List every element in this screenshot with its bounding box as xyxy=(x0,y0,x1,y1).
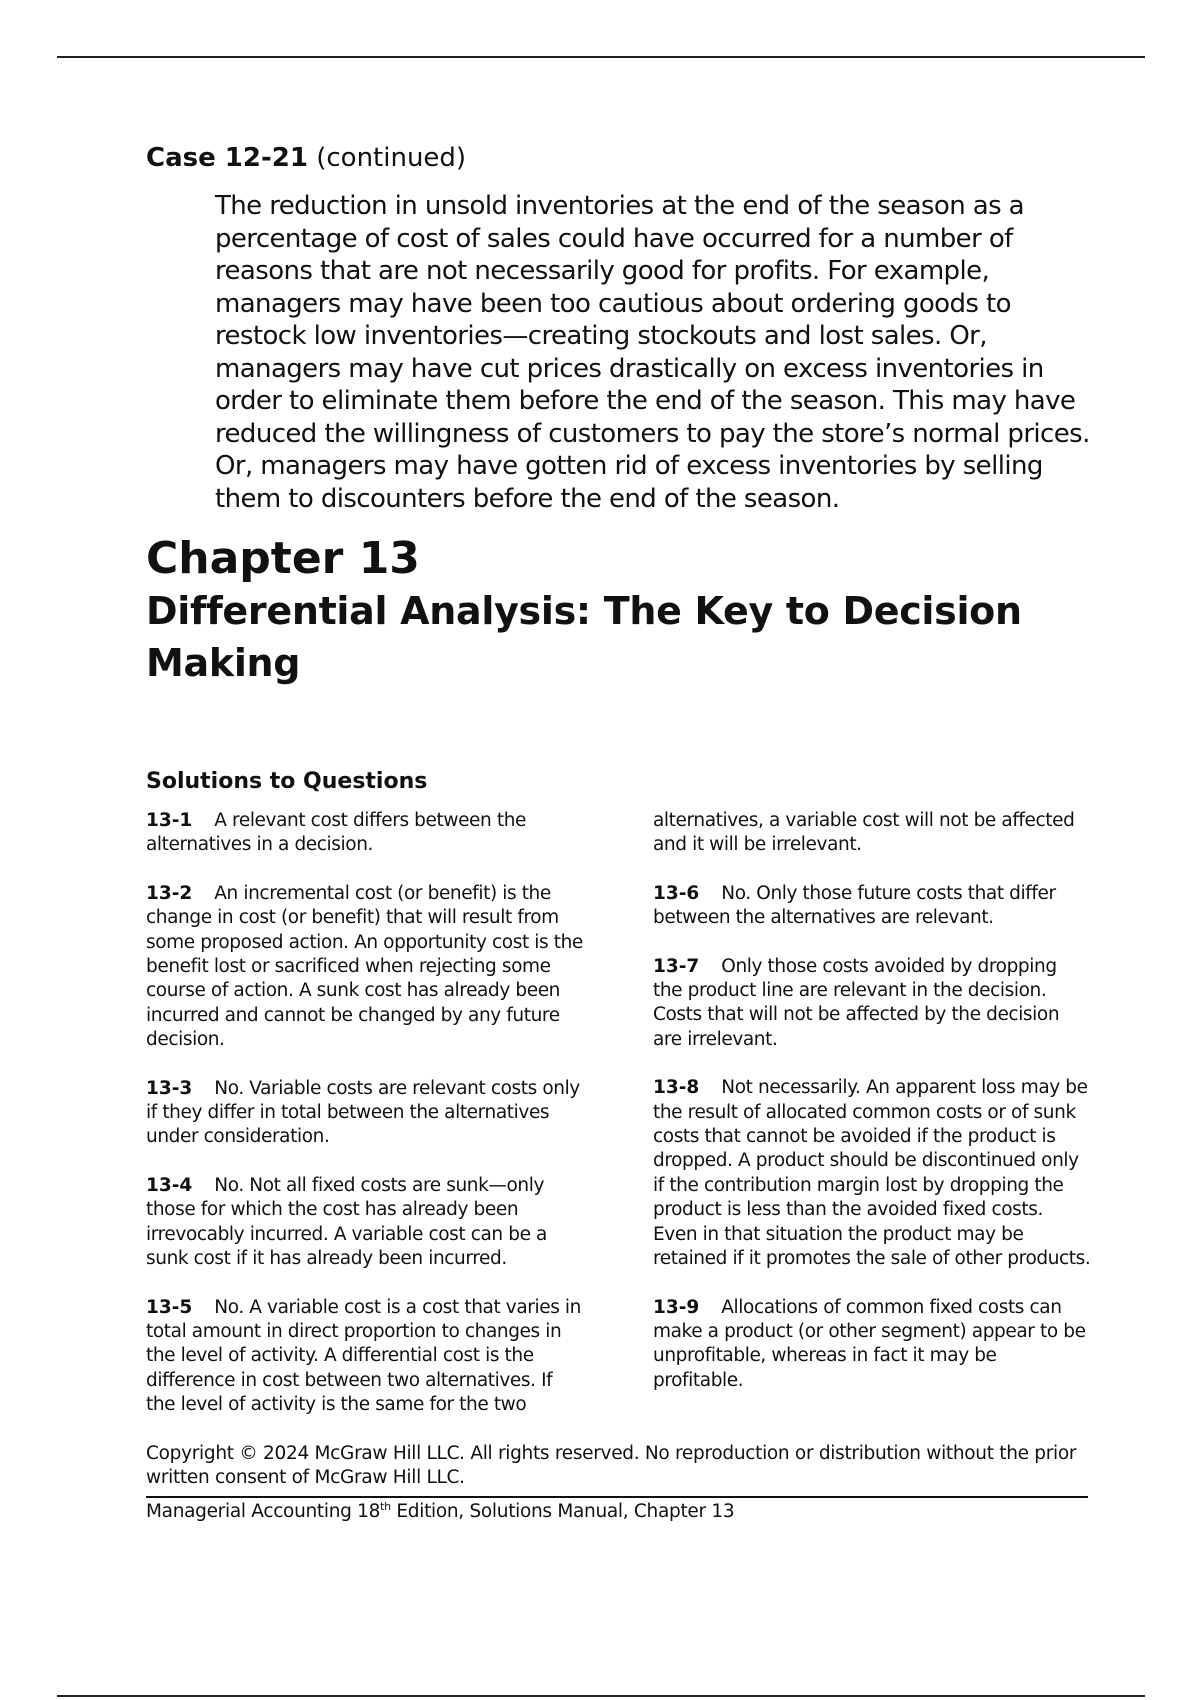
page-content xyxy=(146,140,1091,1442)
answer-text: Only those costs avoided by dropping the product line are relevant in the decision. Costs that will not be affected by the decision are irrelevant. xyxy=(653,955,1060,1050)
top-divider xyxy=(57,56,1145,58)
answer-text: No. Variable costs are relevant costs only if they differ in total between the alternatives under consideration. xyxy=(146,1077,580,1148)
answer-number: 13-8 xyxy=(653,1077,700,1099)
footer-book-title xyxy=(146,1500,734,1524)
answer-13-2 xyxy=(146,882,586,1053)
footer-divider xyxy=(146,1496,1088,1498)
footer-book-prefix: Managerial Accounting 18 xyxy=(146,1501,381,1522)
answer-number: 13-1 xyxy=(146,810,193,831)
case-id: Case 12-21 xyxy=(146,143,308,173)
answer-13-4 xyxy=(146,1174,586,1272)
answer-13-7 xyxy=(653,955,1091,1053)
answer-13-9 xyxy=(653,1296,1091,1394)
answer-text: No. A variable cost is a cost that varies in total amount in direct proportion to changes in the level of activity. A differential cost is the difference in cost between two alternatives. If the level of activity is the same for the two xyxy=(146,1296,581,1416)
footer-book-sup: th xyxy=(380,1499,391,1513)
answer-text: No. Not all fixed costs are sunk—only those for which the cost has already been irrevocably incurred. A variable cost can be a sunk cost if it has already been incurred. xyxy=(146,1174,547,1270)
answer-13-6 xyxy=(653,882,1091,931)
answer-number: 13-6 xyxy=(653,882,700,904)
copyright-notice: Copyright © 2024 McGraw Hill LLC. All rights reserved. No reproduction or distribution without the prior written consent of McGraw Hill LLC. xyxy=(146,1443,1077,1488)
section-heading: Solutions to Questions xyxy=(146,769,428,794)
answer-text: Not necessarily. An apparent loss may be the result of allocated common costs or of sunk costs that cannot be avoided if the product is dropped. A product should be discontinued only if the contribution margin lost by dropping the product is less than the avoided fixed costs. Even in that situation the product may be retained if it promotes the sale of other products. xyxy=(653,1077,1091,1270)
answer-number: 13-4 xyxy=(146,1174,193,1196)
answer-text: No. Only those future costs that differ between the alternatives are relevant. xyxy=(653,882,1056,929)
answer-13-5-continued: alternatives, a variable cost will not be affected and it will be irrelevant. xyxy=(653,810,1075,856)
answer-number: 13-5 xyxy=(146,1296,193,1318)
answer-number: 13-2 xyxy=(146,882,193,904)
chapter-title: Chapter 13 xyxy=(146,533,420,584)
answer-13-5 xyxy=(146,1296,586,1418)
right-column xyxy=(653,809,1091,1442)
left-column xyxy=(146,809,586,1442)
answer-13-8 xyxy=(653,1076,1091,1271)
case-suffix: (continued) xyxy=(316,143,467,173)
answer-number: 13-9 xyxy=(653,1296,700,1318)
answer-number: 13-3 xyxy=(146,1077,193,1099)
footer-book-suffix: Edition, Solutions Manual, Chapter 13 xyxy=(390,1501,735,1522)
answer-text: Allocations of common fixed costs can make a product (or other segment) appear to be unprofitable, whereas in fact it may be profitable. xyxy=(653,1296,1086,1391)
answer-text: An incremental cost (or benefit) is the change in cost (or benefit) that will result from some proposed action. An opportunity cost is the benefit lost or sacrificed when rejecting some course of action. A sunk cost has already been incurred and cannot be changed by any future decision. xyxy=(146,882,583,1051)
answer-13-3 xyxy=(146,1077,586,1150)
answers-columns xyxy=(146,809,1091,1442)
chapter-subtitle: Differential Analysis: The Key to Decision Making xyxy=(146,589,1022,685)
answer-13-1 xyxy=(146,809,586,858)
case-heading xyxy=(146,140,1091,176)
bottom-divider xyxy=(57,1695,1145,1697)
answer-text: A relevant cost differs between the alternatives in a decision. xyxy=(146,810,526,856)
answer-number: 13-7 xyxy=(653,955,700,977)
case-paragraph: The reduction in unsold inventories at the end of the season as a percentage of cost of sales could have occurred for a number of reasons that are not necessarily good for profits. For example, managers may have been too cautious about ordering goods to restock low inventories—creating stockouts and lost sales. Or, managers may have cut prices drastically on excess inventories in order to eliminate them before the end of the season. This may have reduced the willingness of customers to pay the store’s normal prices. Or, managers may have gotten rid of excess inventories by selling them to discounters before the end of the season. xyxy=(215,191,1090,514)
